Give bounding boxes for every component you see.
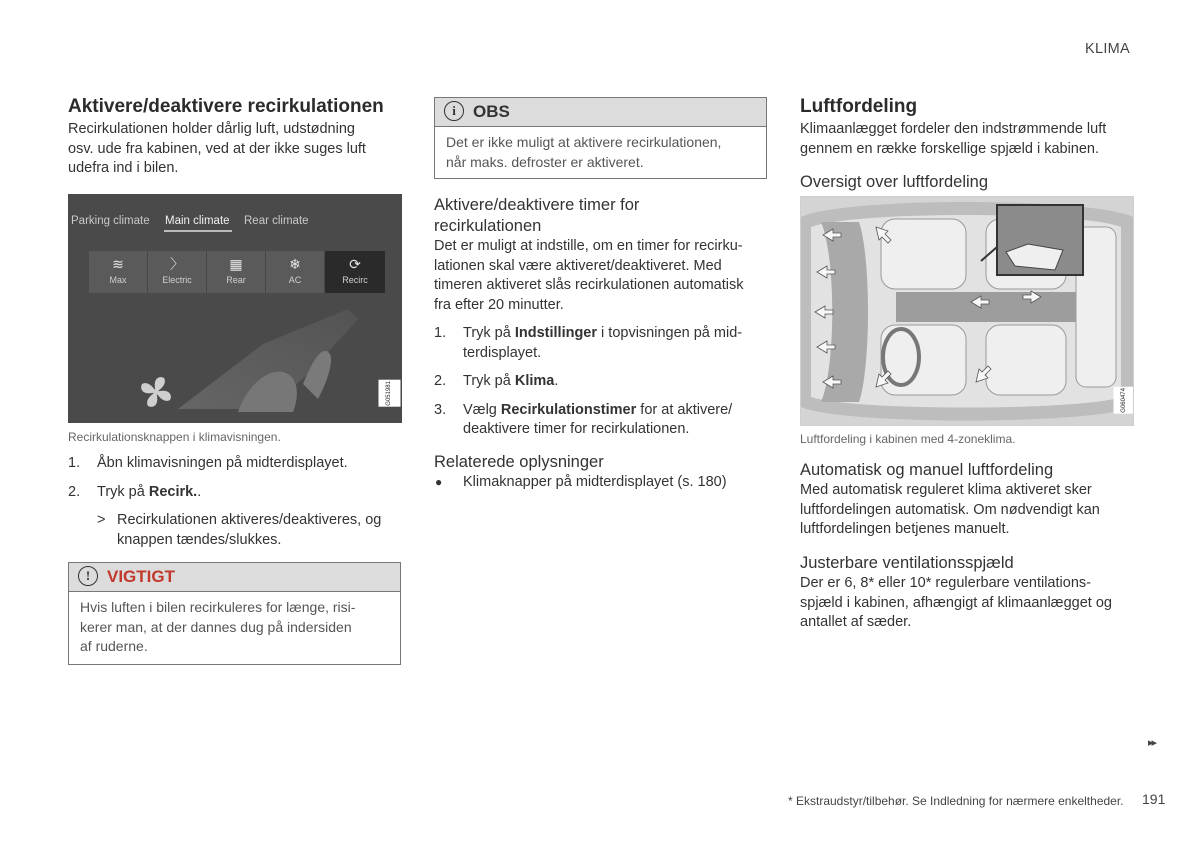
obs-body: Det er ikke muligt at aktivere recirkulationen, når maks. defroster er aktiveret. [446,134,722,170]
obs-note-box [434,97,767,179]
obs-title: OBS [473,102,510,121]
image-code: G051981 [379,380,401,407]
auto-manual-body: Med automatisk reguleret klima aktiveret sker luftfordelingen automatisk. Om nødvendigt kan luftfordelingen betjenes manuelt. [800,482,1100,537]
vents-title: Justerbare ventilationsspjæld [800,554,1014,572]
list-item: 1. Tryk på Indstillinger i topvisningen på mid- terdisplayet. [434,325,743,361]
timer-body: Det er muligt at indstille, om en timer for recirku- lationen skal være aktiveret/deaktiveret. Med timeren aktiveret slås recirkulationen automatisk fra efter 20 minutter. [434,238,744,313]
electric-defrost-button: 〉 Electric [148,251,207,293]
tab-rear-climate: Rear climate [244,215,309,227]
seat-airflow-graphic [68,194,402,423]
footnote: * Ekstraudstyr/tilbehør. Se Indledning for nærmere enkeltheder. [788,794,1124,808]
bullet-icon: ● [435,475,443,489]
info-icon: i [444,101,464,121]
related-link[interactable]: ● Klimaknapper på midterdisplayet (s. 180) [434,473,1200,493]
airflow-intro: Klimaanlægget fordeler den indstrømmende luft gennem en række forskellige spjæld i kabinen. [800,121,1107,157]
important-header [69,563,400,592]
snowflake-icon: ❄ [289,256,301,272]
recirculation-steps [68,454,398,550]
electric-windshield-icon: 〉 [170,256,184,272]
continue-arrows-icon: ▸▸ [1148,737,1156,749]
airflow-caption: Luftfordeling i kabinen med 4-zoneklima. [800,432,1016,446]
section-title-recirculation: Aktivere/deaktivere recirkulationen [68,96,384,117]
page-number: 191 [1142,791,1166,807]
car-recirculation-icon: ⟳ [349,256,361,272]
list-item: 2. Tryk på Klima. [434,373,559,389]
image-code: G060474 [1114,387,1134,414]
chapter-header: KLIMA [1085,41,1131,57]
ac-button: ❄ AC [266,251,325,293]
car-cabin-airflow-graphic [801,197,1133,425]
exclamation-icon: ! [78,566,98,586]
related-title: Relaterede oplysninger [434,453,604,471]
timer-steps [434,324,764,440]
rear-defrost-button: ▦ Rear [207,251,266,293]
important-box [68,562,401,665]
airflow-illustration [800,196,1134,426]
max-defrost-button: ≋ Max [89,251,148,293]
list-item: 1. Åbn klimavisningen på midterdisplayet. [68,455,348,471]
windshield-defrost-icon: ≋ [112,256,124,272]
tab-parking-climate: Parking climate [71,215,150,227]
rear-window-heat-icon: ▦ [229,256,243,272]
recirculation-intro: Recirkulationen holder dårlig luft, udstødning osv. ude fra kabinen, ved at der ikke suges luft udefra ind i bilen. [68,121,366,176]
list-item: 2. Tryk på Recirk.. [68,483,202,500]
tab-main-climate: Main climate [165,215,230,227]
timer-section-title: Aktivere/deaktivere timer for recirkulationen [434,196,640,235]
important-body: Hvis luften i bilen recirkuleres for længe, risi- kerer man, at der dannes dug på indersiden af ruderne. [80,599,356,654]
obs-header [435,98,766,127]
result-item: > Recirkulationen aktiveres/deaktiveres, og knappen tændes/slukkes. [97,512,382,548]
screen-caption: Recirkulationsknappen i klimavisningen. [68,430,281,444]
recirc-button: ⟳ Recirc [325,251,385,293]
overview-title: Oversigt over luftfordeling [800,173,989,191]
list-item: 3. Vælg Recirkulationstimer for at aktivere/ deaktivere timer for recirkulationen. [434,401,733,437]
vents-body: Der er 6, 8* eller 10* regulerbare ventilations- spjæld i kabinen, afhængigt af klimaanlægget og antallet af sæder. [800,575,1112,630]
section-title-airflow: Luftfordeling [800,96,918,117]
auto-manual-title: Automatisk og manuel luftfordeling [800,461,1054,479]
climate-screen-illustration [68,194,402,423]
important-title: VIGTIGT [107,567,175,586]
fan-icon [141,377,171,407]
